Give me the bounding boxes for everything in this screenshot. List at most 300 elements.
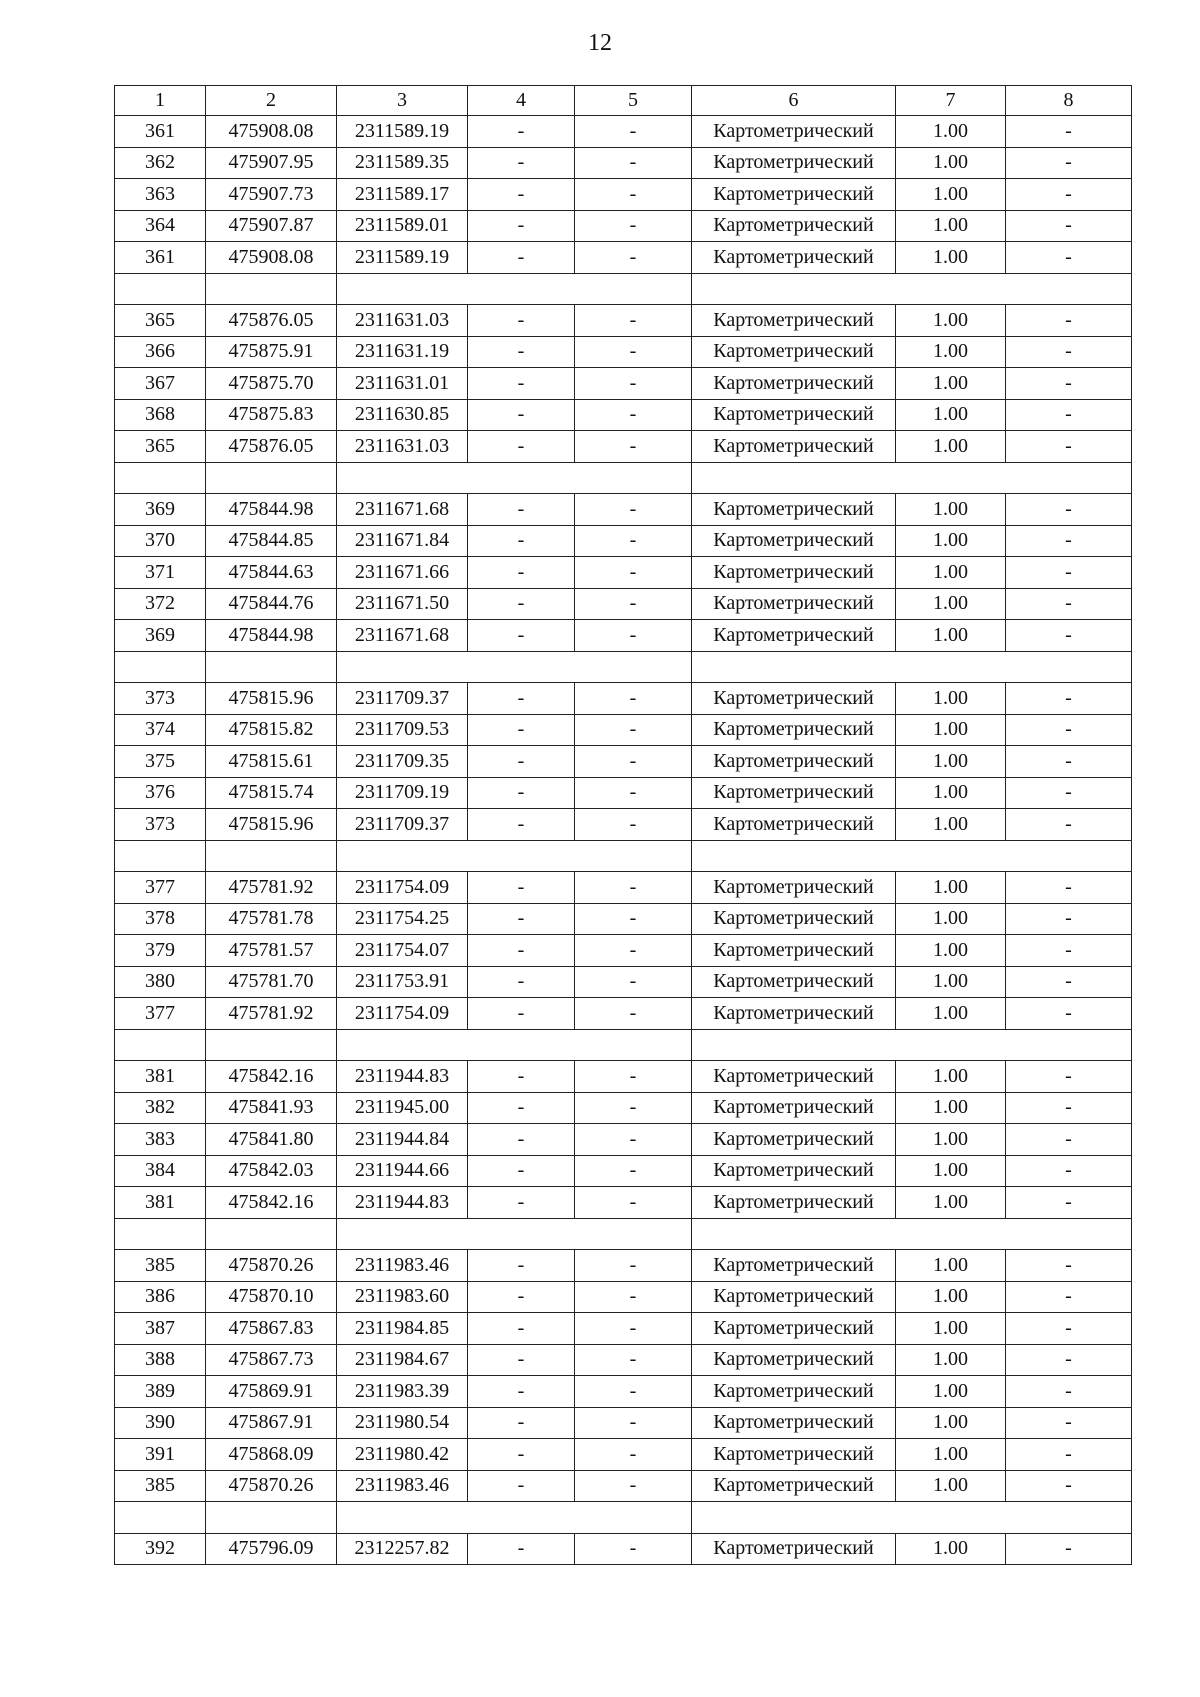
col-5-value: - (575, 588, 692, 620)
y-coordinate: 2311944.84 (337, 1124, 468, 1156)
accuracy: 1.00 (896, 399, 1006, 431)
col-4-value: - (468, 620, 575, 652)
table-row (115, 998, 1132, 1030)
col-4-value: - (468, 1155, 575, 1187)
point-number: 372 (115, 588, 206, 620)
method: Картометрический (692, 1061, 896, 1093)
col-8-value: - (1006, 1187, 1132, 1219)
y-coordinate: 2311983.46 (337, 1250, 468, 1282)
method: Картометрический (692, 872, 896, 904)
point-number: 390 (115, 1407, 206, 1439)
col-4-value: - (468, 210, 575, 242)
method: Картометрический (692, 683, 896, 715)
col-8-value: - (1006, 242, 1132, 274)
method: Картометрический (692, 431, 896, 463)
accuracy: 1.00 (896, 1124, 1006, 1156)
table-header (115, 86, 1132, 116)
point-number: 369 (115, 620, 206, 652)
col-4-value: - (468, 1344, 575, 1376)
empty-cell (206, 273, 337, 305)
col-5-value: - (575, 494, 692, 526)
col-4-value: - (468, 179, 575, 211)
x-coordinate: 475867.83 (206, 1313, 337, 1345)
col-8-value: - (1006, 1155, 1132, 1187)
empty-cell (692, 462, 1132, 494)
y-coordinate: 2311754.07 (337, 935, 468, 967)
col-4-value: - (468, 683, 575, 715)
accuracy: 1.00 (896, 1533, 1006, 1565)
col-5-value: - (575, 557, 692, 589)
accuracy: 1.00 (896, 147, 1006, 179)
point-number: 387 (115, 1313, 206, 1345)
x-coordinate: 475870.10 (206, 1281, 337, 1313)
method: Картометрический (692, 1155, 896, 1187)
empty-cell (692, 651, 1132, 683)
y-coordinate: 2311589.19 (337, 242, 468, 274)
table-row (115, 1313, 1132, 1345)
col-4-value: - (468, 1376, 575, 1408)
table-row (115, 1250, 1132, 1282)
col-4-value: - (468, 336, 575, 368)
empty-cell (115, 840, 206, 872)
col-4-value: - (468, 998, 575, 1030)
empty-cell (206, 651, 337, 683)
accuracy: 1.00 (896, 1092, 1006, 1124)
y-coordinate: 2311945.00 (337, 1092, 468, 1124)
y-coordinate: 2311754.09 (337, 998, 468, 1030)
x-coordinate: 475844.76 (206, 588, 337, 620)
column-header-2: 2 (206, 86, 337, 116)
method: Картометрический (692, 1313, 896, 1345)
table-row (115, 777, 1132, 809)
empty-cell (115, 1029, 206, 1061)
y-coordinate: 2311709.35 (337, 746, 468, 778)
y-coordinate: 2311709.37 (337, 809, 468, 841)
accuracy: 1.00 (896, 431, 1006, 463)
accuracy: 1.00 (896, 809, 1006, 841)
col-5-value: - (575, 1376, 692, 1408)
table-body (115, 116, 1132, 1565)
col-4-value: - (468, 557, 575, 589)
point-number: 374 (115, 714, 206, 746)
empty-cell (337, 1029, 692, 1061)
method: Картометрический (692, 1439, 896, 1471)
col-4-value: - (468, 116, 575, 148)
x-coordinate: 475841.93 (206, 1092, 337, 1124)
col-8-value: - (1006, 1313, 1132, 1345)
col-5-value: - (575, 777, 692, 809)
y-coordinate: 2311984.85 (337, 1313, 468, 1345)
table-row (115, 242, 1132, 274)
point-number: 376 (115, 777, 206, 809)
x-coordinate: 475841.80 (206, 1124, 337, 1156)
x-coordinate: 475875.91 (206, 336, 337, 368)
method: Картометрический (692, 620, 896, 652)
column-header-7: 7 (896, 86, 1006, 116)
col-8-value: - (1006, 620, 1132, 652)
col-8-value: - (1006, 147, 1132, 179)
col-8-value: - (1006, 210, 1132, 242)
table-row (115, 399, 1132, 431)
empty-cell (115, 651, 206, 683)
accuracy: 1.00 (896, 620, 1006, 652)
table-row (115, 1092, 1132, 1124)
y-coordinate: 2311671.66 (337, 557, 468, 589)
accuracy: 1.00 (896, 368, 1006, 400)
method: Картометрический (692, 242, 896, 274)
col-4-value: - (468, 1250, 575, 1282)
accuracy: 1.00 (896, 494, 1006, 526)
separator-row (115, 273, 1132, 305)
method: Картометрический (692, 305, 896, 337)
col-4-value: - (468, 714, 575, 746)
point-number: 365 (115, 305, 206, 337)
accuracy: 1.00 (896, 1376, 1006, 1408)
accuracy: 1.00 (896, 525, 1006, 557)
accuracy: 1.00 (896, 116, 1006, 148)
point-number: 373 (115, 683, 206, 715)
empty-cell (692, 1502, 1132, 1534)
empty-cell (206, 1502, 337, 1534)
method: Картометрический (692, 210, 896, 242)
method: Картометрический (692, 746, 896, 778)
accuracy: 1.00 (896, 1187, 1006, 1219)
column-header-6: 6 (692, 86, 896, 116)
empty-cell (337, 840, 692, 872)
x-coordinate: 475844.98 (206, 620, 337, 652)
y-coordinate: 2311631.03 (337, 431, 468, 463)
table-row (115, 683, 1132, 715)
y-coordinate: 2311631.03 (337, 305, 468, 337)
col-8-value: - (1006, 1533, 1132, 1565)
col-5-value: - (575, 336, 692, 368)
col-5-value: - (575, 525, 692, 557)
page-number: 12 (588, 30, 612, 56)
point-number: 366 (115, 336, 206, 368)
method: Картометрический (692, 368, 896, 400)
point-number: 373 (115, 809, 206, 841)
empty-cell (206, 1029, 337, 1061)
x-coordinate: 475867.73 (206, 1344, 337, 1376)
table-row (115, 1281, 1132, 1313)
col-4-value: - (468, 431, 575, 463)
method: Картометрический (692, 998, 896, 1030)
table-row (115, 1344, 1132, 1376)
y-coordinate: 2311983.60 (337, 1281, 468, 1313)
x-coordinate: 475867.91 (206, 1407, 337, 1439)
x-coordinate: 475870.26 (206, 1470, 337, 1502)
x-coordinate: 475875.70 (206, 368, 337, 400)
col-5-value: - (575, 714, 692, 746)
col-8-value: - (1006, 368, 1132, 400)
col-8-value: - (1006, 683, 1132, 715)
point-number: 369 (115, 494, 206, 526)
col-8-value: - (1006, 1344, 1132, 1376)
col-4-value: - (468, 399, 575, 431)
point-number: 385 (115, 1470, 206, 1502)
x-coordinate: 475908.08 (206, 242, 337, 274)
col-4-value: - (468, 872, 575, 904)
header-row (115, 86, 1132, 116)
col-5-value: - (575, 116, 692, 148)
accuracy: 1.00 (896, 966, 1006, 998)
table-row (115, 336, 1132, 368)
y-coordinate: 2311709.37 (337, 683, 468, 715)
col-5-value: - (575, 431, 692, 463)
table-row (115, 557, 1132, 589)
y-coordinate: 2312257.82 (337, 1533, 468, 1565)
accuracy: 1.00 (896, 1313, 1006, 1345)
table-row (115, 1124, 1132, 1156)
col-4-value: - (468, 525, 575, 557)
col-8-value: - (1006, 935, 1132, 967)
col-4-value: - (468, 242, 575, 274)
col-5-value: - (575, 998, 692, 1030)
method: Картометрический (692, 1376, 896, 1408)
col-4-value: - (468, 1281, 575, 1313)
col-4-value: - (468, 1407, 575, 1439)
col-8-value: - (1006, 714, 1132, 746)
table-row (115, 1376, 1132, 1408)
table-row (115, 1407, 1132, 1439)
method: Картометрический (692, 1250, 896, 1282)
col-5-value: - (575, 242, 692, 274)
empty-cell (115, 1502, 206, 1534)
col-8-value: - (1006, 557, 1132, 589)
x-coordinate: 475842.03 (206, 1155, 337, 1187)
point-number: 367 (115, 368, 206, 400)
col-8-value: - (1006, 1281, 1132, 1313)
x-coordinate: 475796.09 (206, 1533, 337, 1565)
table-row (115, 1187, 1132, 1219)
accuracy: 1.00 (896, 1250, 1006, 1282)
col-4-value: - (468, 1187, 575, 1219)
col-5-value: - (575, 1281, 692, 1313)
method: Картометрический (692, 494, 896, 526)
table-row (115, 147, 1132, 179)
method: Картометрический (692, 1533, 896, 1565)
accuracy: 1.00 (896, 1470, 1006, 1502)
table-row (115, 588, 1132, 620)
method: Картометрический (692, 147, 896, 179)
point-number: 363 (115, 179, 206, 211)
method: Картометрический (692, 588, 896, 620)
method: Картометрический (692, 1092, 896, 1124)
x-coordinate: 475844.63 (206, 557, 337, 589)
point-number: 388 (115, 1344, 206, 1376)
col-4-value: - (468, 494, 575, 526)
method: Картометрический (692, 399, 896, 431)
accuracy: 1.00 (896, 1344, 1006, 1376)
x-coordinate: 475876.05 (206, 305, 337, 337)
table-row (115, 966, 1132, 998)
col-4-value: - (468, 1061, 575, 1093)
col-8-value: - (1006, 872, 1132, 904)
col-8-value: - (1006, 431, 1132, 463)
point-number: 383 (115, 1124, 206, 1156)
col-5-value: - (575, 1533, 692, 1565)
y-coordinate: 2311631.19 (337, 336, 468, 368)
column-header-4: 4 (468, 86, 575, 116)
col-4-value: - (468, 588, 575, 620)
y-coordinate: 2311984.67 (337, 1344, 468, 1376)
col-5-value: - (575, 809, 692, 841)
method: Картометрический (692, 336, 896, 368)
accuracy: 1.00 (896, 1061, 1006, 1093)
table-row (115, 368, 1132, 400)
col-4-value: - (468, 368, 575, 400)
col-8-value: - (1006, 809, 1132, 841)
table-row (115, 116, 1132, 148)
col-4-value: - (468, 1439, 575, 1471)
accuracy: 1.00 (896, 1281, 1006, 1313)
col-8-value: - (1006, 1250, 1132, 1282)
col-4-value: - (468, 935, 575, 967)
col-5-value: - (575, 1439, 692, 1471)
table-row (115, 1439, 1132, 1471)
col-8-value: - (1006, 494, 1132, 526)
x-coordinate: 475842.16 (206, 1061, 337, 1093)
col-8-value: - (1006, 746, 1132, 778)
table-row (115, 431, 1132, 463)
table-row (115, 210, 1132, 242)
method: Картометрический (692, 809, 896, 841)
accuracy: 1.00 (896, 998, 1006, 1030)
empty-cell (337, 1218, 692, 1250)
col-8-value: - (1006, 1470, 1132, 1502)
y-coordinate: 2311709.19 (337, 777, 468, 809)
col-5-value: - (575, 1250, 692, 1282)
y-coordinate: 2311980.54 (337, 1407, 468, 1439)
x-coordinate: 475908.08 (206, 116, 337, 148)
point-number: 385 (115, 1250, 206, 1282)
col-4-value: - (468, 746, 575, 778)
point-number: 378 (115, 903, 206, 935)
x-coordinate: 475815.82 (206, 714, 337, 746)
x-coordinate: 475781.57 (206, 935, 337, 967)
x-coordinate: 475781.78 (206, 903, 337, 935)
col-8-value: - (1006, 1407, 1132, 1439)
col-5-value: - (575, 1124, 692, 1156)
table-row (115, 809, 1132, 841)
col-8-value: - (1006, 588, 1132, 620)
separator-row (115, 462, 1132, 494)
x-coordinate: 475875.83 (206, 399, 337, 431)
col-5-value: - (575, 210, 692, 242)
col-5-value: - (575, 368, 692, 400)
point-number: 361 (115, 242, 206, 274)
x-coordinate: 475907.73 (206, 179, 337, 211)
point-number: 361 (115, 116, 206, 148)
y-coordinate: 2311631.01 (337, 368, 468, 400)
point-number: 389 (115, 1376, 206, 1408)
x-coordinate: 475868.09 (206, 1439, 337, 1471)
col-4-value: - (468, 1124, 575, 1156)
col-8-value: - (1006, 777, 1132, 809)
y-coordinate: 2311671.68 (337, 494, 468, 526)
y-coordinate: 2311754.09 (337, 872, 468, 904)
point-number: 380 (115, 966, 206, 998)
method: Картометрический (692, 1187, 896, 1219)
method: Картометрический (692, 903, 896, 935)
col-5-value: - (575, 746, 692, 778)
y-coordinate: 2311754.25 (337, 903, 468, 935)
y-coordinate: 2311944.83 (337, 1187, 468, 1219)
col-4-value: - (468, 1092, 575, 1124)
col-5-value: - (575, 1470, 692, 1502)
col-4-value: - (468, 777, 575, 809)
col-8-value: - (1006, 966, 1132, 998)
method: Картометрический (692, 1344, 896, 1376)
x-coordinate: 475907.95 (206, 147, 337, 179)
point-number: 375 (115, 746, 206, 778)
empty-cell (692, 1029, 1132, 1061)
accuracy: 1.00 (896, 336, 1006, 368)
coordinates-table (114, 85, 1132, 1565)
accuracy: 1.00 (896, 588, 1006, 620)
accuracy: 1.00 (896, 305, 1006, 337)
point-number: 392 (115, 1533, 206, 1565)
table-row (115, 1470, 1132, 1502)
col-5-value: - (575, 1407, 692, 1439)
col-8-value: - (1006, 399, 1132, 431)
column-header-3: 3 (337, 86, 468, 116)
col-5-value: - (575, 179, 692, 211)
empty-cell (692, 273, 1132, 305)
x-coordinate: 475781.92 (206, 998, 337, 1030)
method: Картометрический (692, 179, 896, 211)
separator-row (115, 651, 1132, 683)
separator-row (115, 1218, 1132, 1250)
table-row (115, 305, 1132, 337)
table-row (115, 179, 1132, 211)
x-coordinate: 475842.16 (206, 1187, 337, 1219)
point-number: 365 (115, 431, 206, 463)
point-number: 377 (115, 872, 206, 904)
col-5-value: - (575, 1313, 692, 1345)
table-row (115, 494, 1132, 526)
point-number: 370 (115, 525, 206, 557)
method: Картометрический (692, 525, 896, 557)
x-coordinate: 475781.92 (206, 872, 337, 904)
column-header-1: 1 (115, 86, 206, 116)
y-coordinate: 2311944.66 (337, 1155, 468, 1187)
empty-cell (115, 1218, 206, 1250)
point-number: 364 (115, 210, 206, 242)
point-number: 382 (115, 1092, 206, 1124)
table-row (115, 1533, 1132, 1565)
col-5-value: - (575, 1155, 692, 1187)
col-5-value: - (575, 620, 692, 652)
accuracy: 1.00 (896, 903, 1006, 935)
method: Картометрический (692, 935, 896, 967)
y-coordinate: 2311671.50 (337, 588, 468, 620)
empty-cell (206, 1218, 337, 1250)
column-header-8: 8 (1006, 86, 1132, 116)
y-coordinate: 2311630.85 (337, 399, 468, 431)
point-number: 377 (115, 998, 206, 1030)
empty-cell (206, 840, 337, 872)
accuracy: 1.00 (896, 1155, 1006, 1187)
point-number: 381 (115, 1061, 206, 1093)
empty-cell (692, 840, 1132, 872)
col-4-value: - (468, 147, 575, 179)
empty-cell (337, 462, 692, 494)
col-5-value: - (575, 1187, 692, 1219)
y-coordinate: 2311709.53 (337, 714, 468, 746)
empty-cell (337, 273, 692, 305)
x-coordinate: 475815.96 (206, 809, 337, 841)
